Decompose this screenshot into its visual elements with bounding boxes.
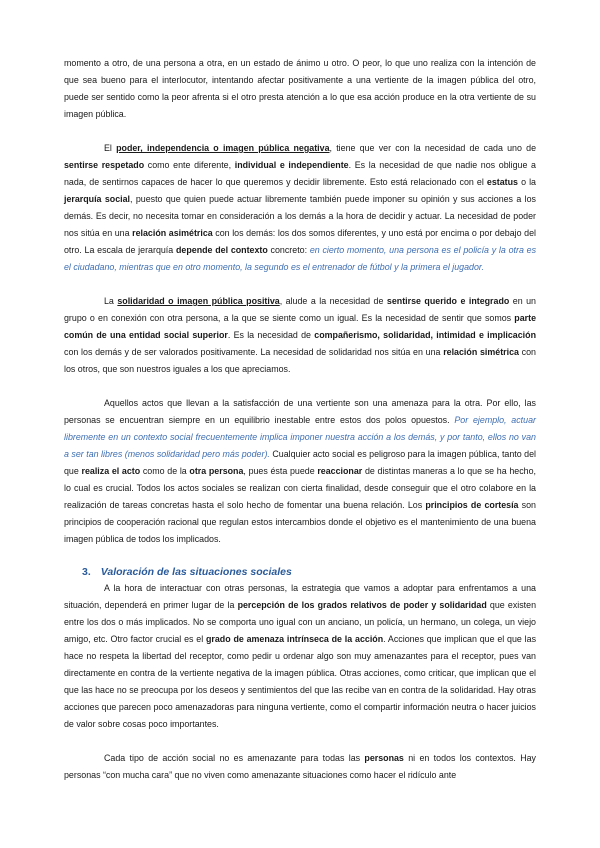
text: Cualquier acto social es peligroso para la imagen pública, tanto del que [64,449,537,476]
bold-text: percepción de los grados relativos de poder y solidaridad [237,600,487,610]
text: , puesto que quien puede actuar libremente también puede imponer su opinión y sus acciones a los demás. Es decir, no necesita tomar en consideración a los demás a la hora de decidir y actuar. La necesidad de poder nos sitúa en una [64,194,536,238]
text: ni en todos los contextos. Hay personas “con mucha cara” que no viven como amenazante situaciones como hacer el ridículo ante [64,753,536,780]
bold-text: relación simétrica [443,347,519,357]
text: en un grupo o en conexión con otra persona, a la que se siente como un igual. Es la necesidad de sentir que somos [64,296,536,323]
bold-text: personas [364,753,404,763]
text: , tiene que ver con la necesidad de cada uno de [329,143,537,153]
bold-text: estatus [486,177,518,187]
section-title: Valoración de las situaciones sociales [100,566,292,578]
text: A la hora de interactuar con otras personas, la estrategia que vamos a adoptar para enfrentamos a una situación, dependerá en primer lugar de la [64,583,536,610]
text: La [104,296,118,306]
text: o la [517,177,536,187]
bold-text: compañerismo, solidaridad, intimidad e implicación [314,330,536,340]
text: con los demás: los dos somos diferentes, y uno está por encima o por debajo del otro. La escala de jerarquía [64,228,536,255]
example-text: Por ejemplo, actuar libremente en un contexto social frecuentemente implica imponer nuestra acción a los demás, y por tanto, ellos no van a ser tan libres (menos solidaridad pero más poder). [64,415,536,459]
section-heading [82,565,536,580]
bold-text: principios de cortesía [425,500,519,510]
example-text: en cierto momento, una persona es el policía y la otra es el ciudadano, mientras que en otro momento, la segundo es el entrenador de fútbol y la primera el jugador. [64,245,537,272]
text: como de la [140,466,190,476]
text: Cada tipo de acción social no es amenazante para todas las [104,753,365,763]
bold-text: parte común de una entidad social superior [64,313,536,340]
text: . Acciones que implican que el que las hace no respeta la libertad del receptor, como pedir u ordenar algo son muy amenazantes para el receptor, pues van directamente en contra de la vertiente negativa de la imagen pública. Otras acciones, como criticar, que implican que el que las hace no se preocupa por los deseos y sentimientos del que las recibe van en contra de la solidaridad. Hay otras acciones que parecen poco amenazadoras para ninguna vertiente, como el compartir información neutra o hacer juicios de valor sobre cosas poco importantes. [64,634,537,729]
paragraph-continuation [64,55,536,123]
text: El [104,143,117,153]
bold-text: otra persona [189,466,244,476]
term-solidaridad: solidaridad o imagen pública positiva [117,296,280,306]
text: de distintas maneras a lo que se ha hecho, lo cual es crucial. Todos los actos sociales se realizan con cierta finalidad, desde conseguir que el otro colabore en la realización de tareas concretas hasta el solo hecho de fomentar una buena relación. Los [64,466,536,510]
bold-text: grado de amenaza intrínseca de la acción [205,634,384,644]
text: . Es la necesidad de [227,330,315,340]
bold-text: relación asimétrica [132,228,213,238]
text: Aquellos actos que llevan a la satisfacción de una vertiente son una amenaza para la otra. Por ello, las personas se encuentran siempre en un equilibrio inestable entre estos dos polos opuestos. [64,398,536,425]
section-number: 3. [82,566,91,578]
text: momento a otro, de una persona a otra, en un estado de ánimo u otro. O peor, lo que uno realiza con la intención de que sea bueno para el interlocutor, intentando afectar positivamente a una vertiente de la imagen pública del otro, puede ser sentido como la peor afrenta si el otro presta atención a lo que esa acción produce en la otra vertiente de su imagen pública. [64,58,536,119]
paragraph-poder [64,140,536,276]
text: son principios de cooperación racional que regulan estos intercambios donde el objetivo es el mantenimiento de una buena imagen pública de todos los implicados. [64,500,536,544]
text: que existen entre los dos o más implicados. No se comporta uno igual con un anciano, un policía, un hermano, un colega, un viejo amigo, etc. Otro factor crucial es el [64,600,537,644]
bold-text: realiza el acto [81,466,141,476]
text: como ente diferente, [144,160,235,170]
text: , alude a la necesidad de [279,296,387,306]
bold-text: individual e independiente [234,160,349,170]
text: , pues ésta puede [243,466,318,476]
paragraph-solidaridad [64,293,536,378]
text: con los otros, que son nuestros iguales a los que apreciamos. [64,347,536,374]
bold-text: sentirse respetado [64,160,145,170]
bold-text: sentirse querido e integrado [386,296,510,306]
paragraph-tipo-accion [64,750,536,784]
text: . Es la necesidad de que nadie nos obligue a nada, de sentirnos capaces de hacer lo que queremos y decidir libremente. Esto está relacionado con el [64,160,536,187]
term-poder: poder, independencia o imagen pública negativa [116,143,330,153]
text: con los demás y de ser valorados positivamente. La necesidad de solidaridad nos sitúa en una [64,347,444,357]
bold-text: reaccionar [317,466,363,476]
bold-text: jerarquía social [64,194,131,204]
text: concreto: [267,245,310,255]
bold-text: depende del contexto [175,245,268,255]
paragraph-valoracion [64,580,536,733]
paragraph-actos [64,395,536,548]
